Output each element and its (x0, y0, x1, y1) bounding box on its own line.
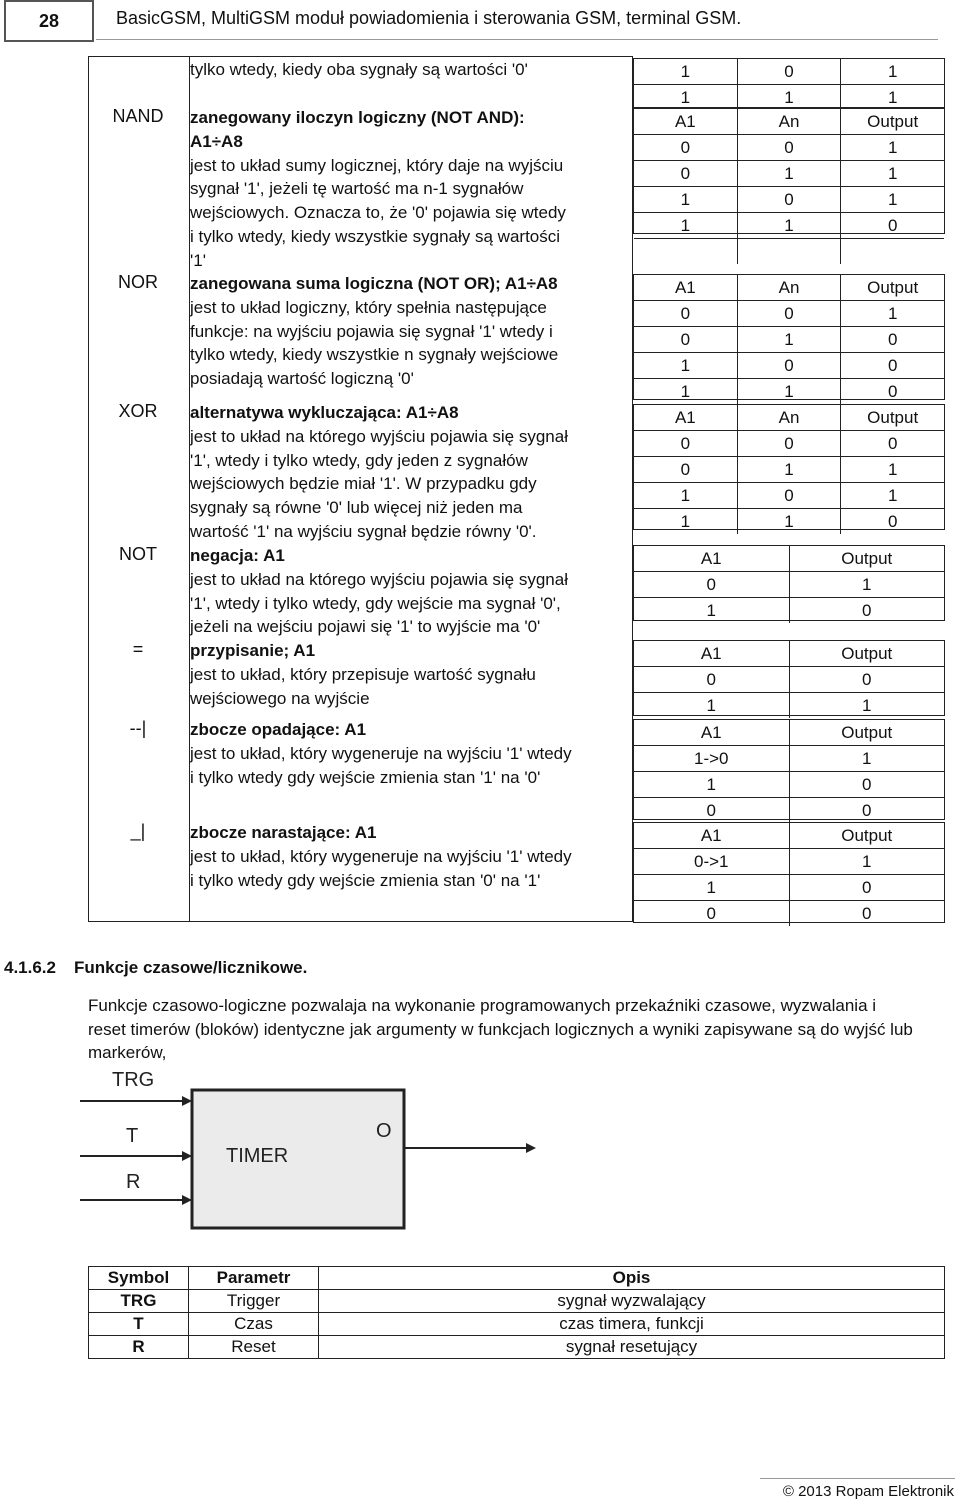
truth-table-cell: 0 (738, 483, 842, 508)
function-heading: przypisanie; A1 (190, 641, 316, 660)
table-header-row (89, 1267, 945, 1290)
timer-input-r-label: R (126, 1171, 141, 1193)
truth-table-cell: 1 (634, 213, 738, 238)
header-opis: Opis (319, 1267, 945, 1290)
truth-table-cell: 1 (634, 379, 738, 404)
truth-table-cell: 0 (634, 135, 738, 160)
description-line: jest to układ na którego wyjściu pojawia się sygnał (190, 569, 568, 589)
truth-table-cell: 0 (634, 161, 738, 186)
truth-table-cell (841, 239, 944, 264)
truth-table-cell: 0 (634, 798, 790, 823)
truth-table-header-cell: A1 (634, 823, 790, 848)
header-symbol: Symbol (89, 1267, 189, 1290)
truth-table-header-cell: A1 (634, 275, 738, 300)
section-number: 4.1.6.2 (4, 958, 56, 977)
truth-table-header-row (634, 109, 944, 135)
truth-table-cell: 1 (738, 85, 842, 110)
row-description-rising (190, 821, 632, 892)
truth-table-header-cell: Output (841, 644, 893, 663)
truth-table-row (634, 353, 944, 379)
page-number: 28 (4, 0, 94, 42)
truth-table-cell: 0 (887, 356, 898, 375)
description-line: '1', wtedy i tylko wtedy, gdy jeden z sygnałów (190, 450, 528, 470)
row-description-and_tail (190, 58, 632, 82)
description-line: wejściowego na wyjście (190, 688, 370, 708)
timer-parameters-table (88, 1266, 945, 1359)
truth-table-header-row (634, 720, 944, 746)
truth-table-cell: 0 (862, 801, 872, 820)
truth-table-header-cell: An (738, 109, 842, 134)
truth-table-cell: 1 (887, 138, 898, 157)
truth-table-cell: 1 (887, 62, 898, 81)
truth-table-cell: 0 (634, 431, 738, 456)
function-heading: negacja: A1 (190, 546, 285, 565)
truth-table-cell: 1 (862, 696, 872, 715)
truth-table-header-cell: Output (867, 278, 919, 297)
function-heading: zanegowana suma logiczna (NOT OR); A1÷A8 (190, 274, 558, 293)
truth-table-row (634, 239, 944, 264)
timer-input-t-label: T (126, 1125, 139, 1147)
truth-table-row (634, 772, 944, 798)
description-line: i tylko wtedy gdy wejście zmienia stan '0' na '1' (190, 870, 541, 890)
truth-table-cell: 1 (862, 749, 872, 768)
truth-table-row (634, 598, 944, 623)
truth-table-header-cell: A1 (634, 109, 738, 134)
truth-table-row (634, 431, 944, 457)
truth-table-cell: 1 (887, 460, 898, 479)
table-row (89, 1290, 945, 1313)
truth-table-row (634, 59, 944, 85)
truth-table-and_tail (633, 58, 945, 108)
truth-table-cell: 1 (634, 483, 738, 508)
cell-parametr: Reset (189, 1336, 319, 1359)
truth-table-cell: 0 (887, 382, 898, 401)
description-line: tylko wtedy, kiedy wszystkie n sygnały wejściowe (190, 345, 559, 365)
truth-table-cell: 1 (738, 213, 842, 238)
truth-table-cell: 1 (738, 379, 842, 404)
truth-table-cell: 1->0 (634, 746, 790, 771)
page-title: BasicGSM, MultiGSM moduł powiadomienia i sterowania GSM, terminal GSM. (116, 8, 742, 28)
row-symbol-xor: XOR (118, 401, 158, 421)
truth-table-cell: 1 (634, 693, 790, 718)
function-heading: zbocze narastające: A1 (190, 823, 377, 842)
truth-table-nor (633, 274, 945, 400)
timer-block-diagram (80, 1064, 540, 1234)
row-description-falling (190, 718, 632, 789)
row-symbol-nand: NAND (112, 106, 164, 126)
truth-table-row (634, 509, 944, 534)
row-description-nand (190, 106, 632, 273)
row-symbol-falling: --| (129, 718, 147, 738)
truth-table-cell: 0 (634, 301, 738, 326)
footer-copyright: © 2013 Ropam Elektronik (782, 1483, 954, 1500)
truth-table-header-row (634, 823, 944, 849)
description-line: jest to układ sumy logicznej, który daje na wyjściu (190, 155, 564, 175)
truth-table-row (634, 746, 944, 772)
row-symbol-nor: NOR (118, 272, 158, 292)
truth-table-row (634, 901, 944, 926)
function-heading: zanegowany iloczyn logiczny (NOT AND): (190, 108, 525, 127)
truth-table-cell (634, 239, 738, 264)
truth-table-cell: 0 (887, 216, 898, 235)
truth-table-cell (738, 239, 842, 264)
truth-table-cell: 0 (634, 327, 738, 352)
cell-symbol: TRG (89, 1290, 189, 1313)
timer-block (192, 1090, 404, 1228)
truth-table-cell: 1 (862, 575, 872, 594)
truth-table-cell: 1 (738, 509, 842, 534)
truth-table-cell: 1 (887, 88, 898, 107)
table-row (89, 1313, 945, 1336)
output-arrow (526, 1143, 536, 1153)
truth-table-row (634, 798, 944, 823)
truth-table-row (634, 572, 944, 598)
truth-table-header-cell: A1 (634, 546, 790, 571)
truth-table-row (634, 187, 944, 213)
header-parametr: Parametr (189, 1267, 319, 1290)
truth-table-cell: 0 (862, 904, 872, 923)
row-description-not (190, 544, 632, 639)
truth-table-cell: 0 (634, 572, 790, 597)
truth-table-header-cell: Output (841, 826, 893, 845)
description-line: i tylko wtedy, kiedy wszystkie sygnały są wartości (190, 226, 561, 246)
truth-table-cell: 0 (862, 775, 872, 794)
section-heading (4, 958, 307, 978)
truth-table-cell: 0->1 (634, 849, 790, 874)
truth-table-cell: 0 (887, 512, 898, 531)
cell-opis: sygnał resetujący (319, 1336, 945, 1359)
truth-table-header-row (634, 405, 944, 431)
description-line: jest to układ, który wygeneruje na wyjściu '1' wtedy (190, 846, 572, 866)
truth-table-row (634, 213, 944, 239)
truth-table-cell: 0 (738, 59, 842, 84)
truth-table-row (634, 457, 944, 483)
table-row (89, 1336, 945, 1359)
truth-table-cell: 1 (887, 190, 898, 209)
truth-table-row (634, 667, 944, 693)
truth-table-cell: 1 (634, 353, 738, 378)
truth-table-header-cell: An (738, 405, 842, 430)
cell-opis: czas timera, funkcji (319, 1313, 945, 1336)
description-line: sygnały są równe '0' lub więcej niż jeden ma (190, 498, 523, 518)
description-line: wejściowych. Oznacza to, że '0' pojawia się wtedy (190, 203, 566, 223)
cell-symbol: R (89, 1336, 189, 1359)
description-line: jest to układ, który wygeneruje na wyjściu '1' wtedy (190, 743, 572, 763)
truth-table-cell: 0 (862, 670, 872, 689)
truth-table-nand (633, 108, 945, 234)
row-description-xor (190, 401, 632, 544)
description-line: jeżeli na wejściu pojawi się '1' to wyjście ma '0' (190, 617, 541, 637)
truth-table-cell: 0 (738, 431, 842, 456)
description-line: sygnał '1', jeżeli tę wartość ma n-1 sygnałów (190, 179, 524, 199)
truth-table-cell: 0 (862, 601, 872, 620)
truth-table-cell: 0 (634, 667, 790, 692)
row-symbol-assign: = (132, 639, 144, 659)
truth-table-header-row (634, 546, 944, 572)
truth-table-row (634, 85, 944, 110)
truth-table-cell: 0 (738, 187, 842, 212)
truth-table-header-row (634, 641, 944, 667)
truth-table-assign (633, 640, 945, 716)
truth-table-row (634, 135, 944, 161)
truth-table-cell: 1 (862, 852, 872, 871)
description-line: jest to układ logiczny, który spełnia następujące (190, 297, 547, 317)
description-line: '1' (190, 250, 206, 270)
truth-table-header-cell: Output (841, 549, 893, 568)
truth-table-cell: 1 (738, 457, 842, 482)
timer-label: TIMER (226, 1145, 289, 1167)
truth-table-row (634, 693, 944, 718)
row-description-nor (190, 272, 632, 391)
truth-table-xor (633, 404, 945, 530)
truth-table-header-row (634, 275, 944, 301)
header-divider (96, 39, 938, 40)
footer-divider (760, 1478, 955, 1479)
truth-table-cell: 1 (634, 187, 738, 212)
function-heading: A1÷A8 (190, 131, 243, 151)
truth-table-row (634, 849, 944, 875)
truth-table-cell: 0 (738, 135, 842, 160)
description-line: wejściowych będzie miał '1'. W przypadku gdy (190, 474, 537, 494)
row-symbol-not: NOT (119, 544, 157, 564)
truth-table-header-cell: Output (841, 723, 893, 742)
section-paragraph: Funkcje czasowo-logiczne pozwalaja na wykonanie programowanych przekaźniki czasowe, wyzwalania i reset timerów (bloków) identyczne jak argumenty w funkcjach logicznych a wyniki zapisywane są do wyjść lub markerów, (88, 996, 913, 1062)
row-symbol-rising: _| (130, 821, 146, 841)
truth-table-cell: 0 (738, 353, 842, 378)
truth-table-row (634, 161, 944, 187)
symbol-column (88, 56, 190, 922)
truth-table-header-cell: A1 (634, 720, 790, 745)
function-heading: alternatywa wykluczająca: A1÷A8 (190, 403, 459, 422)
section-title: Funkcje czasowe/licznikowe. (74, 958, 308, 977)
function-heading: zbocze opadające: A1 (190, 720, 367, 739)
truth-table-cell: 1 (634, 509, 738, 534)
cell-opis: sygnał wyzwalający (319, 1290, 945, 1313)
description-line: i tylko wtedy gdy wejście zmienia stan '1' na '0' (190, 767, 541, 787)
truth-table-header-cell: An (738, 275, 842, 300)
truth-table-cell: 1 (738, 327, 842, 352)
truth-table-cell: 0 (887, 434, 898, 453)
truth-table-cell: 0 (862, 878, 872, 897)
truth-table-cell: 0 (634, 901, 790, 926)
truth-table-header-cell: Output (867, 112, 919, 131)
description-line: wartość '1' na wyjściu sygnał będzie równy '0'. (190, 521, 537, 541)
truth-table-cell: 1 (634, 85, 738, 110)
truth-table-falling (633, 719, 945, 820)
truth-table-row (634, 875, 944, 901)
truth-table-cell: 1 (634, 875, 790, 900)
description-line: jest to układ na którego wyjściu pojawia się sygnał (190, 426, 568, 446)
truth-table-cell: 1 (887, 304, 898, 323)
truth-table-cell: 0 (887, 330, 898, 349)
truth-table-cell: 1 (887, 486, 898, 505)
truth-table-cell: 1 (634, 598, 790, 623)
truth-table-rising (633, 822, 945, 923)
truth-table-row (634, 301, 944, 327)
cell-parametr: Czas (189, 1313, 319, 1336)
row-description-assign (190, 639, 632, 710)
truth-table-row (634, 379, 944, 404)
cell-symbol: T (89, 1313, 189, 1336)
truth-table-row (634, 327, 944, 353)
description-line: '1', wtedy i tylko wtedy, gdy wejście ma sygnał '0', (190, 593, 561, 613)
truth-table-header-cell: A1 (634, 641, 790, 666)
truth-table-cell: 0 (634, 457, 738, 482)
description-line: jest to układ, który przepisuje wartość sygnału (190, 664, 536, 684)
timer-input-trg-label: TRG (112, 1069, 155, 1091)
truth-table-cell: 1 (738, 161, 842, 186)
description-line: funkcje: na wyjściu pojawia się sygnał '1' wtedy i (190, 321, 553, 341)
truth-table-cell: 1 (887, 164, 898, 183)
description-line: posiadają wartość logiczną '0' (190, 369, 414, 389)
truth-table-cell: 1 (634, 59, 738, 84)
truth-table-header-cell: A1 (634, 405, 738, 430)
truth-table-header-cell: Output (867, 408, 919, 427)
timer-output-label: O (376, 1120, 392, 1142)
truth-table-cell: 1 (634, 772, 790, 797)
description-line: tylko wtedy, kiedy oba sygnały są wartości '0' (190, 60, 528, 79)
truth-table-cell: 0 (738, 301, 842, 326)
cell-parametr: Trigger (189, 1290, 319, 1313)
truth-table-row (634, 483, 944, 509)
truth-table-not (633, 545, 945, 621)
